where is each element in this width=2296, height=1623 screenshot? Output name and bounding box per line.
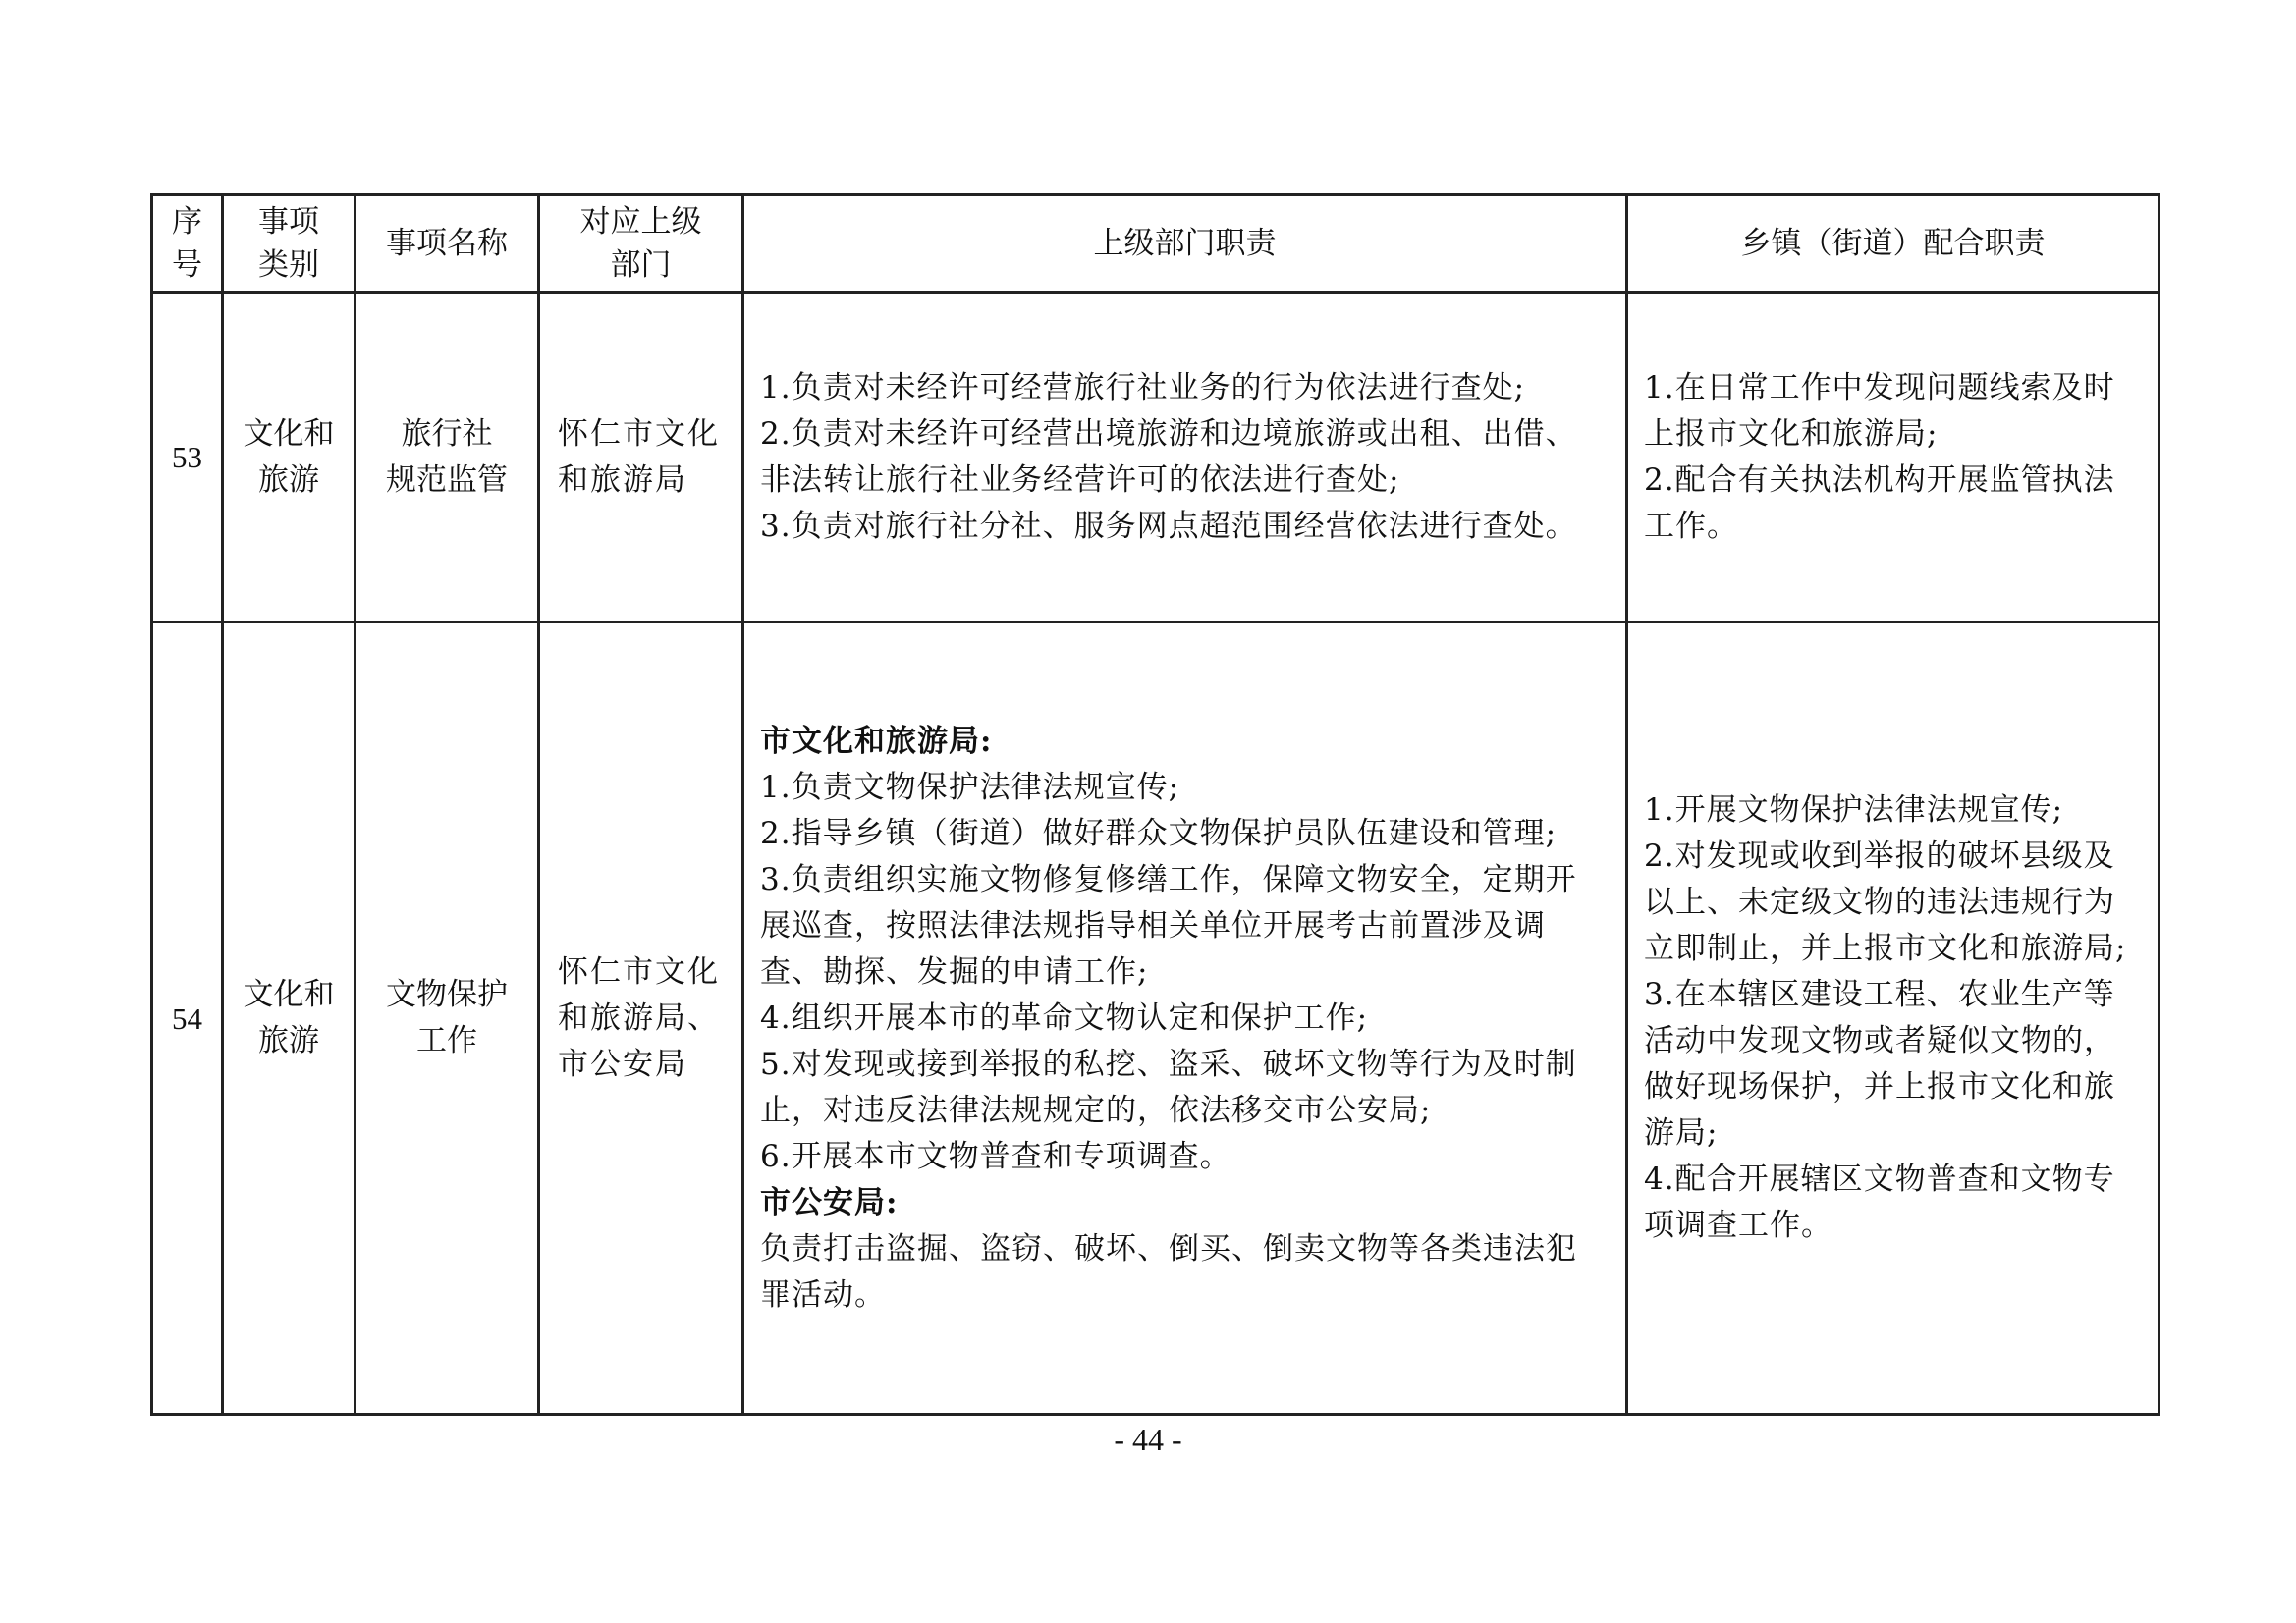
duty-table: [150, 193, 2160, 1416]
subheading-culture-bureau: 市文化和旅游局:: [760, 723, 993, 759]
header-town-duty: 乡镇（街道）配合职责: [1627, 195, 2159, 293]
header-dept: 对应上级 部门: [539, 195, 743, 293]
row-dept: 怀仁市文化 和旅游局、 市公安局: [539, 622, 743, 1415]
row-item-name: 旅行社 规范监管: [355, 293, 539, 622]
header-upper-duty: 上级部门职责: [743, 195, 1627, 293]
header-seq: 序 号: [152, 195, 223, 293]
row-upper-duty: 1.负责对未经许可经营旅行社业务的行为依法进行查处; 2.负责对未经许可经营出境旅游和边境旅游或出租、出借、 非法转让旅行社业务经营许可的依法进行查处; 3.负责对旅行社分社、服务网点超范围经营依法进行查处。: [743, 293, 1627, 622]
row-dept: 怀仁市文化 和旅游局: [539, 293, 743, 622]
header-category: 事项 类别: [223, 195, 355, 293]
row-seq: 54: [152, 622, 223, 1415]
row-seq: 53: [152, 293, 223, 622]
table-row: [152, 622, 2159, 1415]
row-item-name: 文物保护 工作: [355, 622, 539, 1415]
subheading-public-security-bureau: 市公安局:: [760, 1184, 899, 1220]
header-name: 事项名称: [355, 195, 539, 293]
row-category: 文化和 旅游: [223, 622, 355, 1415]
row-category: 文化和 旅游: [223, 293, 355, 622]
row-town-duty: 1.开展文物保护法律法规宣传; 2.对发现或收到举报的破坏县级及 以上、未定级文物的违法违规行为 立即制止，并上报市文化和旅游局; 3.在本辖区建设工程、农业生产等 活动中发现文物或者疑似文物的， 做好现场保护，并上报市文化和旅 游局; 4.配合开展辖区文物普查和文物专 项调查工作。: [1627, 622, 2159, 1415]
row-town-duty: 1.在日常工作中发现问题线索及时 上报市文化和旅游局; 2.配合有关执法机构开展监管执法 工作。: [1627, 293, 2159, 622]
page-number: - 44 -: [1114, 1422, 1182, 1457]
row-upper-duty: 市文化和旅游局: 1.负责文物保护法律法规宣传; 2.指导乡镇（街道）做好群众文物保护员队伍建设和管理; 3.负责组织实施文物修复修缮工作，保障文物安全，定期开 展巡查，按照法律法规指导相关单位开展考古前置涉及调 查、勘探、发掘的申请工作; 4.组织开展本市的革命文物认定和保护工作; 5.对发现或接到举报的私挖、盗采、破坏文物等行为及时制 止，对违反法律法规规定的，依法移交市公安局; 6.开展本市文物普查和专项调查。 市公安局: 负责打击盗掘、盗窃、破坏、倒买、倒卖文物等各类违法犯 罪活动。: [743, 622, 1627, 1415]
table-header-row: [152, 195, 2159, 293]
table-row: [152, 293, 2159, 622]
